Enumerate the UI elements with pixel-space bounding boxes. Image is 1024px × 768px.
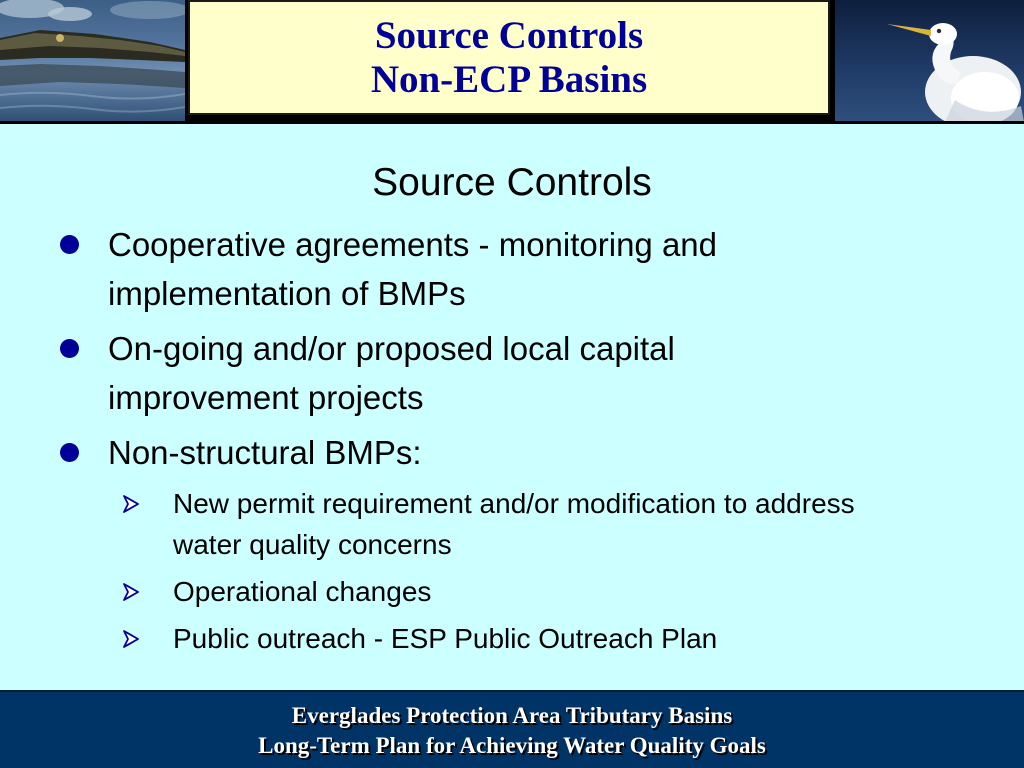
footer-band — [0, 690, 1024, 768]
egret-photo — [835, 0, 1024, 122]
bullet-text: On-going and/or proposed local capital improvement projects — [108, 330, 675, 416]
section-heading: Source Controls — [372, 161, 652, 204]
sub-list-item — [0, 571, 893, 612]
list-item — [0, 324, 868, 422]
sub-list-item — [0, 618, 893, 659]
list-item — [0, 428, 868, 477]
arrow-bullet-icon — [120, 493, 142, 515]
bullet-text: Non-structural BMPs: — [108, 434, 422, 471]
bullet-dot-icon — [60, 339, 79, 358]
sub-bullet-text: Public outreach - ESP Public Outreach Plan — [173, 623, 718, 654]
alligator-illustration — [0, 0, 185, 122]
sub-list-item — [0, 483, 893, 565]
bullet-dot-icon — [60, 443, 79, 462]
footer-line-2: Long-Term Plan for Achieving Water Quality Goals — [258, 733, 766, 758]
slide-title-line-2: Non-ECP Basins — [370, 58, 648, 101]
arrow-bullet-icon — [120, 628, 142, 650]
bullet-text: Cooperative agreements - monitoring and implementation of BMPs — [108, 226, 718, 312]
list-item — [0, 220, 868, 318]
sub-bullet-text: New permit requirement and/or modification to address water quality concerns — [173, 488, 855, 560]
sub-bullet-text: Operational changes — [173, 576, 432, 607]
arrow-bullet-icon — [120, 581, 142, 603]
egret-illustration — [835, 0, 1024, 122]
bullet-dot-icon — [60, 235, 79, 254]
header-band — [0, 0, 1024, 124]
header-divider — [0, 121, 1024, 124]
bullet-list — [0, 220, 1024, 665]
slide-title-line-1: Source Controls — [374, 14, 644, 57]
alligator-photo — [0, 0, 185, 122]
title-box — [188, 0, 830, 115]
footer-line-1: Everglades Protection Area Tributary Basins — [291, 703, 733, 728]
